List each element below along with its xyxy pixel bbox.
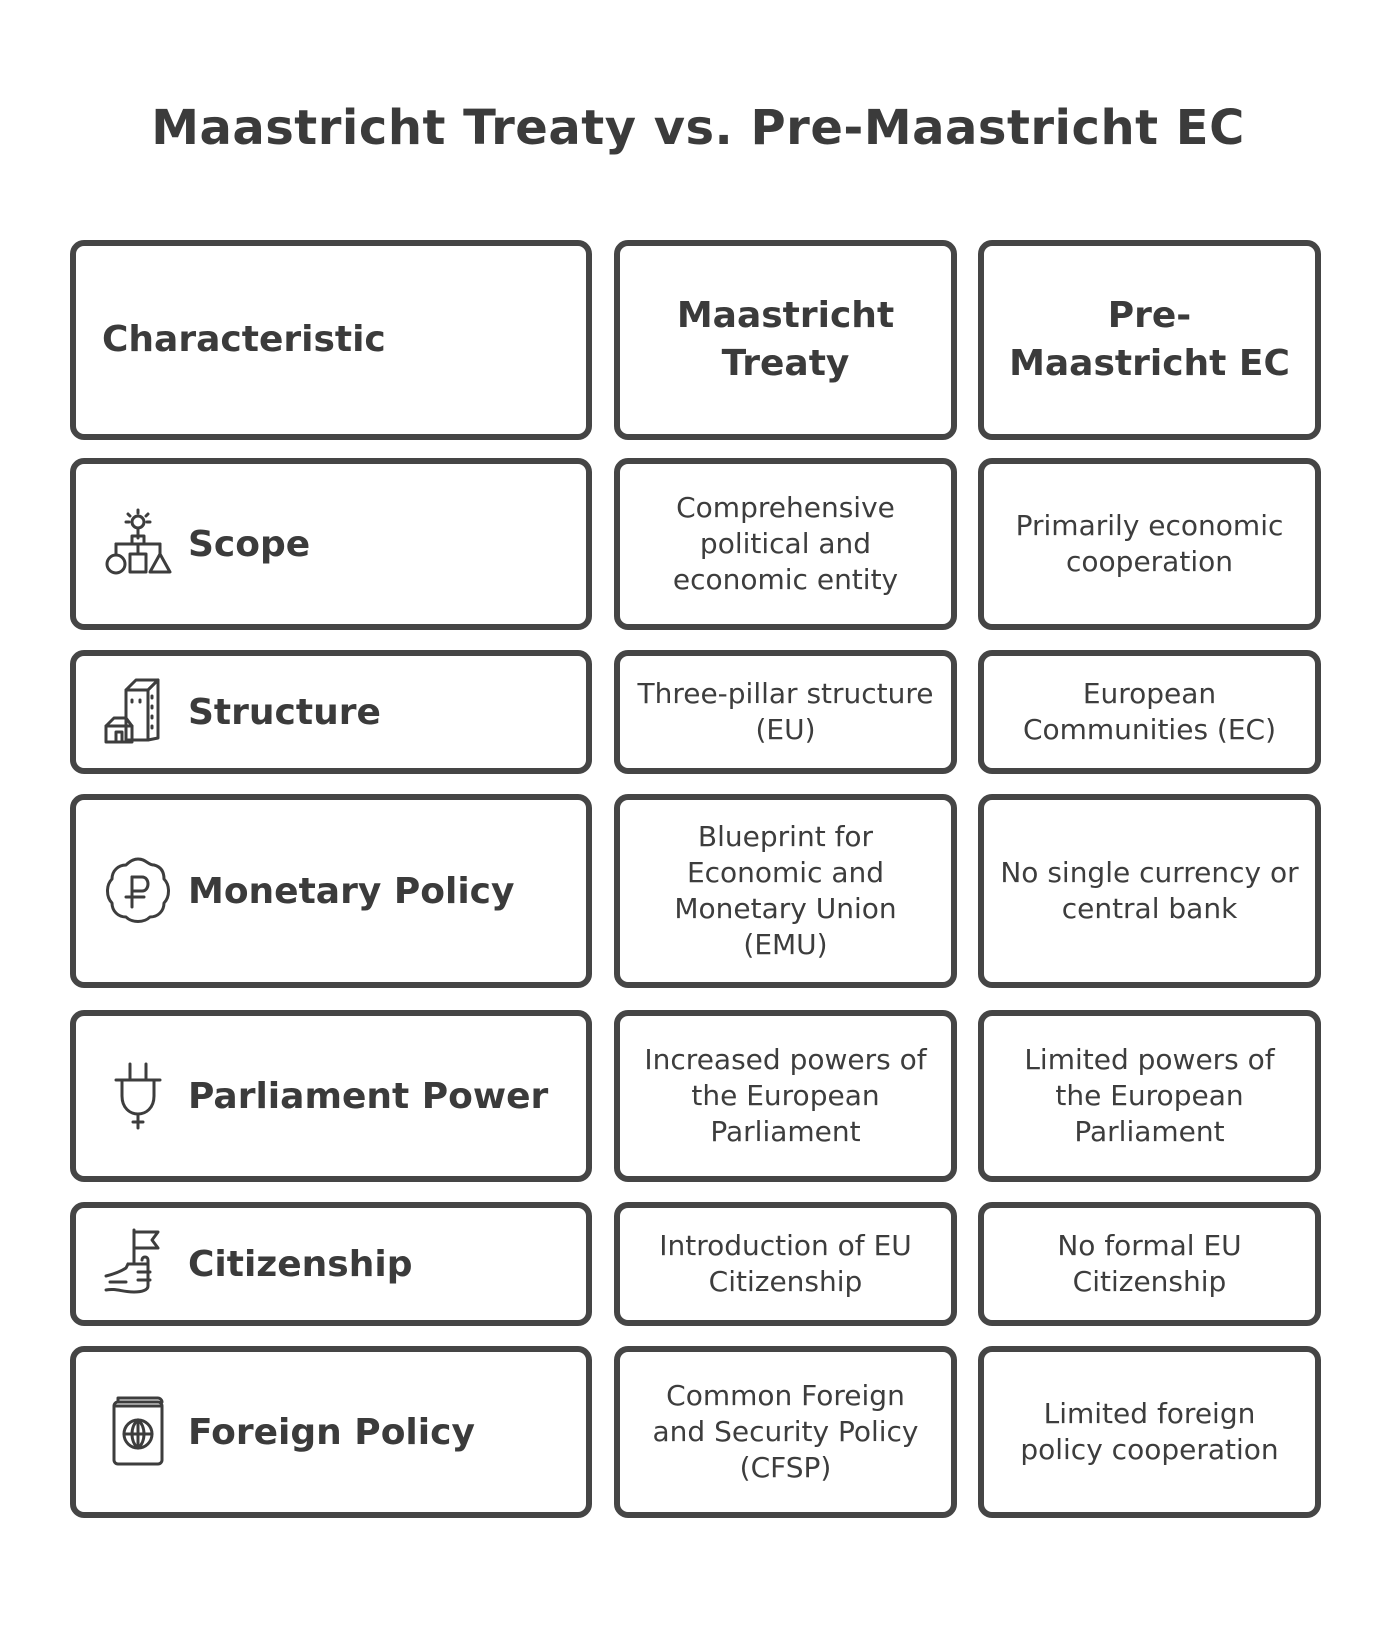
pre-maastricht-foreign-policy: Limited foreign policy cooperation	[978, 1346, 1321, 1518]
row-label-text: Citizenship	[188, 1243, 413, 1285]
pre-maastricht-scope: Primarily economic cooperation	[978, 458, 1321, 630]
page-title: Maastricht Treaty vs. Pre-Maastricht EC	[151, 100, 1245, 156]
pre-maastricht-monetary-policy: No single currency or central bank	[978, 794, 1321, 988]
row-label-text: Foreign Policy	[188, 1411, 475, 1453]
pre-maastricht-parliament-power: Limited powers of the European Parliament	[978, 1010, 1321, 1182]
row-label-structure	[70, 650, 592, 774]
pre-maastricht-citizenship: No formal EU Citizenship	[978, 1202, 1321, 1326]
row-label-text: Monetary Policy	[188, 870, 515, 912]
row-label-text: Parliament Power	[188, 1075, 549, 1117]
header-characteristic: Characteristic	[70, 240, 592, 440]
passport-icon	[100, 1394, 176, 1470]
plug-icon	[100, 1058, 176, 1134]
maastricht-foreign-policy: Common Foreign and Security Policy (CFSP)	[614, 1346, 957, 1518]
maastricht-parliament-power: Increased powers of the European Parliament	[614, 1010, 957, 1182]
row-label-foreign-policy	[70, 1346, 592, 1518]
buildings-icon	[100, 674, 176, 750]
row-label-scope	[70, 458, 592, 630]
header-maastricht: Maastricht Treaty	[614, 240, 957, 440]
scope-icon	[100, 506, 176, 582]
row-label-monetary-policy	[70, 794, 592, 988]
maastricht-monetary-policy: Blueprint for Economic and Monetary Union (EMU)	[614, 794, 957, 988]
currency-badge-icon	[100, 853, 176, 929]
hand-flag-icon	[100, 1226, 176, 1302]
row-label-text: Scope	[188, 523, 311, 565]
row-label-citizenship	[70, 1202, 592, 1326]
pre-maastricht-structure: European Communities (EC)	[978, 650, 1321, 774]
header-pre-maastricht: Pre-Maastricht EC	[978, 240, 1321, 440]
row-label-parliament-power	[70, 1010, 592, 1182]
maastricht-scope: Comprehensive political and economic entity	[614, 458, 957, 630]
maastricht-structure: Three-pillar structure (EU)	[614, 650, 957, 774]
row-label-text: Structure	[188, 691, 381, 733]
maastricht-citizenship: Introduction of EU Citizenship	[614, 1202, 957, 1326]
